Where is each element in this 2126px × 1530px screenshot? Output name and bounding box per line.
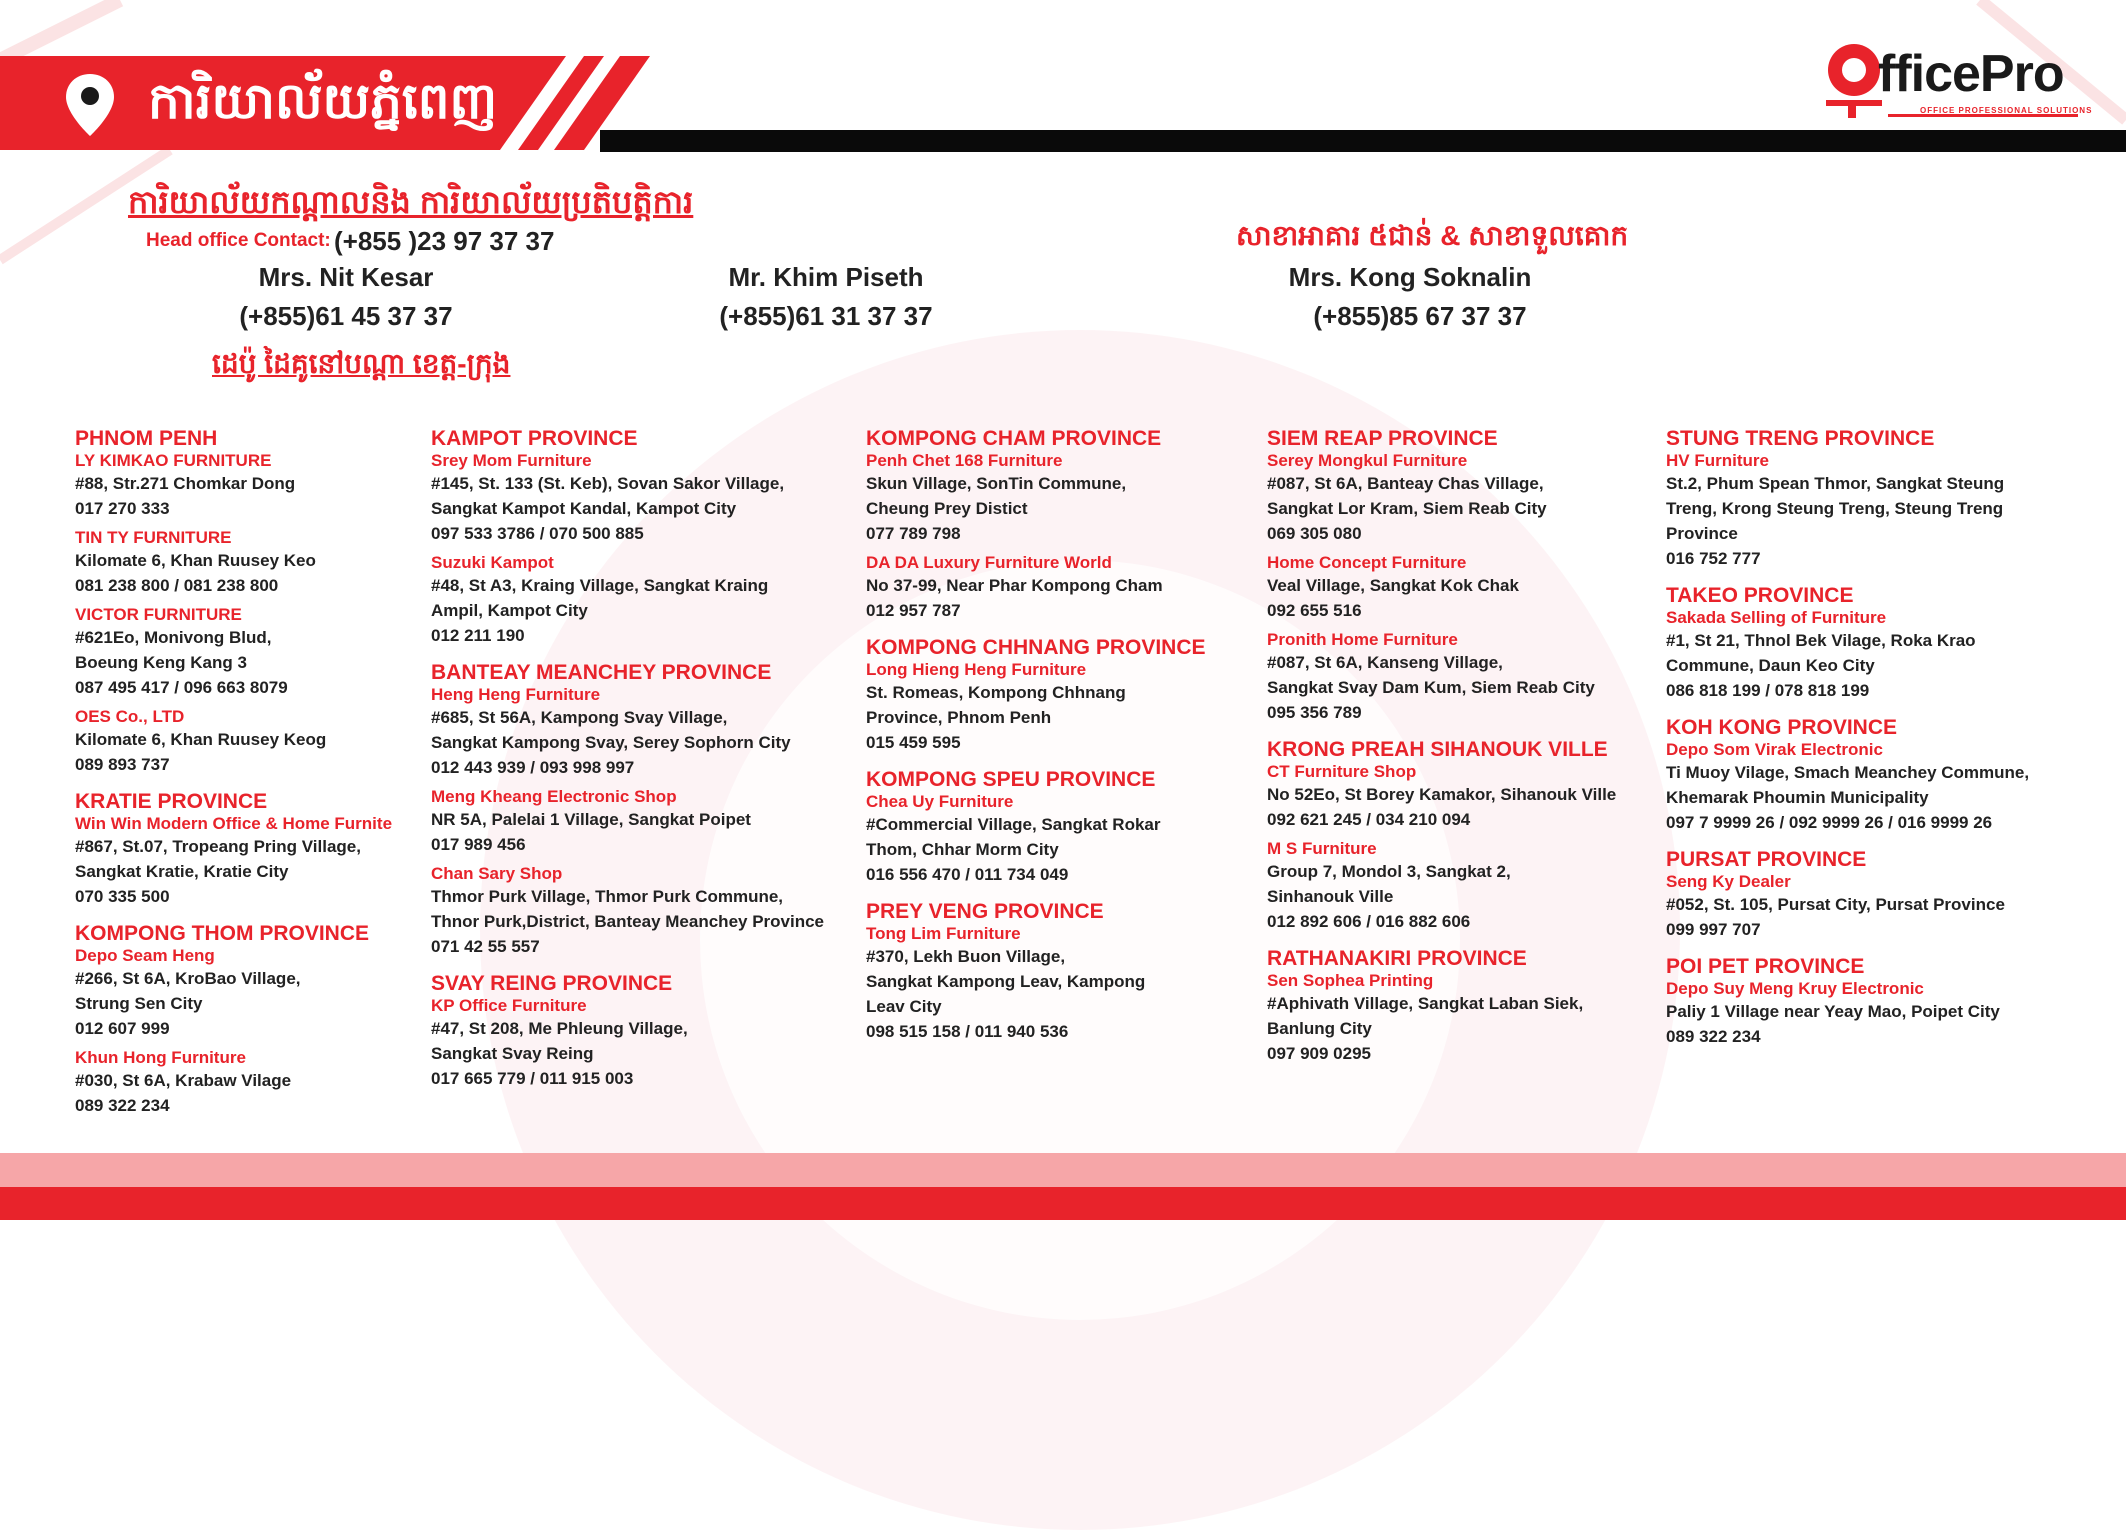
shop-name: Seng Ky Dealer xyxy=(1666,872,1791,891)
shop-detail-line: 081 238 800 / 081 238 800 xyxy=(75,576,279,595)
shop-name: Sakada Selling of Furniture xyxy=(1666,608,1887,627)
shop-name: DA DA Luxury Furniture World xyxy=(866,553,1112,572)
contact-name: Mr. Khim Piseth xyxy=(728,262,924,292)
footer-stripe-light xyxy=(0,1153,2126,1187)
shop-detail-line: St. Romeas, Kompong Chhnang xyxy=(866,683,1126,702)
shop-detail-line: 016 556 470 / 011 734 049 xyxy=(866,865,1069,884)
shop-detail-line: 097 533 3786 / 070 500 885 xyxy=(431,524,644,543)
dealer-column-1 xyxy=(75,428,392,1118)
shop-name: Heng Heng Furniture xyxy=(431,685,601,704)
province-name: KOMPONG CHHNANG PROVINCE xyxy=(866,636,1206,659)
shop-detail-line: 016 752 777 xyxy=(1666,549,1761,568)
shop-detail-line: 017 270 333 xyxy=(75,499,170,518)
province-block xyxy=(431,428,824,648)
shop-detail-line: 070 335 500 xyxy=(75,887,170,906)
shop-detail-line: #48, St A3, Kraing Village, Sangkat Kraing xyxy=(431,576,769,595)
shop-name: Penh Chet 168 Furniture xyxy=(866,451,1063,470)
province-block xyxy=(866,755,1206,887)
shop-detail-line: #370, Lekh Buon Village, xyxy=(866,947,1066,966)
shop-detail-line: 097 909 0295 xyxy=(1267,1044,1371,1063)
province-name: KOMPONG CHAM PROVINCE xyxy=(866,427,1162,450)
province-block xyxy=(1267,725,1616,934)
shop-name: Meng Kheang Electronic Shop xyxy=(431,787,677,806)
shop-detail-line: 092 655 516 xyxy=(1267,601,1362,620)
shop-name: Depo Seam Heng xyxy=(75,946,215,965)
shop-detail-line: Kilomate 6, Khan Ruusey Keog xyxy=(75,730,327,749)
shop-name: Home Concept Furniture xyxy=(1267,553,1467,572)
province-name: KRATIE PROVINCE xyxy=(75,790,268,813)
province-block xyxy=(866,428,1206,623)
shop-name: CT Furniture Shop xyxy=(1267,762,1417,781)
shop-name: TIN TY FURNITURE xyxy=(75,528,232,547)
province-name: POI PET PROVINCE xyxy=(1666,955,1865,978)
shop-detail-line: St.2, Phum Spean Thmor, Sangkat Steung xyxy=(1666,474,2005,493)
shop-name: HV Furniture xyxy=(1666,451,1769,470)
province-name: KOMPONG THOM PROVINCE xyxy=(75,922,370,945)
shop-detail-line: Thom, Chhar Morm City xyxy=(866,840,1059,859)
shop-detail-line: 098 515 158 / 011 940 536 xyxy=(866,1022,1069,1041)
shop-detail-line: #47, St 208, Me Phleung Village, xyxy=(431,1019,688,1038)
contact-phone: (+855)61 45 37 37 xyxy=(239,301,453,331)
shop-detail-line: #1, St 21, Thnol Bek Vilage, Roka Krao xyxy=(1666,631,1976,650)
head-office-contact-label: Head office Contact: xyxy=(146,230,331,251)
contact-person-1 xyxy=(196,262,496,332)
shop-detail-line: Sangkat Svay Reing xyxy=(431,1044,594,1063)
branch-title: សាខាអាគារ ៥ជាន់ & សាខាទួលគោក xyxy=(1236,220,1629,251)
province-block xyxy=(1666,942,2029,1049)
shop-detail-line: 089 322 234 xyxy=(75,1096,170,1115)
province-block xyxy=(431,648,824,959)
shop-detail-line: 099 997 707 xyxy=(1666,920,1761,939)
shop-name: OES Co., LTD xyxy=(75,707,185,726)
shop-detail-line: #867, St.07, Tropeang Pring Village, xyxy=(75,837,361,856)
province-block xyxy=(75,777,392,909)
province-name: STUNG TRENG PROVINCE xyxy=(1666,427,1935,450)
shop-detail-line: Sangkat Svay Dam Kum, Siem Reab City xyxy=(1267,678,1595,697)
shop-name: Sen Sophea Printing xyxy=(1267,971,1434,990)
province-block xyxy=(1267,934,1616,1066)
shop-detail-line: Province xyxy=(1666,524,1738,543)
province-name: SVAY REING PROVINCE xyxy=(431,972,673,995)
shop-name: Suzuki Kampot xyxy=(431,553,554,572)
shop-detail-line: No 37-99, Near Phar Kompong Cham xyxy=(866,576,1163,595)
head-office-contact-phone: (+855 )23 97 37 37 xyxy=(334,226,555,256)
shop-detail-line: 071 42 55 557 xyxy=(431,937,540,956)
shop-detail-line: 086 818 199 / 078 818 199 xyxy=(1666,681,1870,700)
shop-detail-line: Group 7, Mondol 3, Sangkat 2, xyxy=(1267,862,1511,881)
shop-detail-line: 092 621 245 / 034 210 094 xyxy=(1267,810,1471,829)
shop-detail-line: 097 7 9999 26 / 092 9999 26 / 016 9999 26 xyxy=(1666,813,1993,832)
province-name: TAKEO PROVINCE xyxy=(1666,584,1854,607)
shop-detail-line: #145, St. 133 (St. Keb), Sovan Sakor Village, xyxy=(431,474,785,493)
shop-detail-line: Cheung Prey Distict xyxy=(866,499,1028,518)
dealers-title: ដេប៉ូ ដៃគូនៅបណ្ដា ខេត្ត-ក្រុង xyxy=(212,348,511,379)
contact-phone: (+855)61 31 37 37 xyxy=(719,301,933,331)
shop-name: Srey Mom Furniture xyxy=(431,451,592,470)
shop-detail-line: Sangkat Kampong Leav, Kampong xyxy=(866,972,1146,991)
province-block xyxy=(866,623,1206,755)
dealer-column-4 xyxy=(1267,428,1616,1066)
shop-detail-line: Sangkat Lor Kram, Siem Reab City xyxy=(1267,499,1547,518)
shop-detail-line: #Commercial Village, Sangkat Rokar xyxy=(866,815,1161,834)
province-block xyxy=(431,959,824,1091)
province-name: SIEM REAP PROVINCE xyxy=(1267,427,1498,450)
contact-name: Mrs. Nit Kesar xyxy=(258,262,434,292)
shop-detail-line: Banlung City xyxy=(1267,1019,1372,1038)
province-block xyxy=(1666,571,2029,703)
province-name: BANTEAY MEANCHEY PROVINCE xyxy=(431,661,772,684)
header-divider-bar xyxy=(600,130,2126,152)
shop-name: Long Hieng Heng Furniture xyxy=(866,660,1087,679)
shop-detail-line: NR 5A, Palelai 1 Village, Sangkat Poipet xyxy=(431,810,751,829)
shop-detail-line: 012 443 939 / 093 998 997 xyxy=(431,758,635,777)
shop-detail-line: Kilomate 6, Khan Ruusey Keo xyxy=(75,551,316,570)
shop-detail-line: Thnor Purk,District, Banteay Meanchey Province xyxy=(431,912,825,931)
shop-name: Tong Lim Furniture xyxy=(866,924,1021,943)
shop-name: LY KIMKAO FURNITURE xyxy=(75,451,272,470)
province-block xyxy=(75,428,392,777)
shop-name: Chan Sary Shop xyxy=(431,864,563,883)
head-office-title: ការិយាល័យកណ្ដាលនិង ការិយាល័យប្រតិបត្តិការ xyxy=(128,184,694,220)
branch-contact xyxy=(1260,262,1560,332)
shop-name: Depo Som Virak Electronic xyxy=(1666,740,1883,759)
shop-detail-line: Thmor Purk Village, Thmor Purk Commune, xyxy=(431,887,784,906)
contact-name: Mrs. Kong Soknalin xyxy=(1288,262,1532,292)
contact-person-2 xyxy=(676,262,976,332)
shop-detail-line: #685, St 56A, Kampong Svay Village, xyxy=(431,708,728,727)
shop-detail-line: 017 665 779 / 011 915 003 xyxy=(431,1069,634,1088)
shop-detail-line: Sangkat Kampot Kandal, Kampot City xyxy=(431,499,737,518)
brand-tagline: OFFICE PROFESSIONAL SOLUTIONS xyxy=(1920,106,2093,115)
shop-detail-line: #88, Str.271 Chomkar Dong xyxy=(75,474,296,493)
shop-detail-line: #030, St 6A, Krabaw Vilage xyxy=(75,1071,292,1090)
province-block xyxy=(866,887,1206,1044)
shop-detail-line: Paliy 1 Village near Yeay Mao, Poipet City xyxy=(1666,1002,2000,1021)
province-name: RATHANAKIRI PROVINCE xyxy=(1267,947,1527,970)
shop-detail-line: #Aphivath Village, Sangkat Laban Siek, xyxy=(1267,994,1584,1013)
province-block xyxy=(1666,835,2029,942)
shop-detail-line: 015 459 595 xyxy=(866,733,961,752)
shop-detail-line: No 52Eo, St Borey Kamakor, Sihanouk Ville xyxy=(1267,785,1617,804)
shop-detail-line: 087 495 417 / 096 663 8079 xyxy=(75,678,288,697)
shop-detail-line: 089 322 234 xyxy=(1666,1027,1761,1046)
province-block xyxy=(1666,703,2029,835)
shop-detail-line: Veal Village, Sangkat Kok Chak xyxy=(1267,576,1519,595)
shop-detail-line: Khemarak Phoumin Municipality xyxy=(1666,788,1929,807)
shop-detail-line: 095 356 789 xyxy=(1267,703,1362,722)
page-title: ការិយាល័យភ្នំពេញ xyxy=(148,73,498,129)
shop-name: Win Win Modern Office & Home Furnite xyxy=(75,814,393,833)
shop-name: Serey Mongkul Furniture xyxy=(1267,451,1468,470)
shop-detail-line: Treng, Krong Steung Treng, Steung Treng xyxy=(1666,499,2004,518)
brand-name: fficePro xyxy=(1878,45,2064,103)
shop-detail-line: Boeung Keng Kang 3 xyxy=(75,653,247,672)
shop-name: Pronith Home Furniture xyxy=(1267,630,1458,649)
shop-detail-line: #052, St. 105, Pursat City, Pursat Province xyxy=(1666,895,2005,914)
shop-detail-line: 012 607 999 xyxy=(75,1019,170,1038)
shop-detail-line: #087, St 6A, Banteay Chas Village, xyxy=(1267,474,1544,493)
province-name: KRONG PREAH SIHANOUK VILLE xyxy=(1267,738,1608,761)
shop-detail-line: 012 211 190 xyxy=(431,626,525,645)
province-block xyxy=(1267,428,1616,725)
province-name: PREY VENG PROVINCE xyxy=(866,900,1104,923)
contact-phone: (+855)85 67 37 37 xyxy=(1313,301,1527,331)
province-block xyxy=(75,909,392,1118)
dealer-column-5 xyxy=(1666,428,2029,1049)
shop-name: VICTOR FURNITURE xyxy=(75,605,242,624)
shop-detail-line: Sangkat Kratie, Kratie City xyxy=(75,862,289,881)
shop-detail-line: 089 893 737 xyxy=(75,755,170,774)
province-name: KOH KONG PROVINCE xyxy=(1666,716,1898,739)
shop-detail-line: Commune, Daun Keo City xyxy=(1666,656,1875,675)
shop-name: M S Furniture xyxy=(1267,839,1377,858)
shop-detail-line: 012 892 606 / 016 882 606 xyxy=(1267,912,1471,931)
shop-detail-line: Province, Phnom Penh xyxy=(866,708,1052,727)
shop-name: Khun Hong Furniture xyxy=(75,1048,246,1067)
shop-detail-line: #621Eo, Monivong Blud, xyxy=(75,628,272,647)
shop-detail-line: #266, St 6A, KroBao Village, xyxy=(75,969,301,988)
shop-detail-line: Ti Muoy Vilage, Smach Meanchey Commune, xyxy=(1666,763,2030,782)
shop-name: Depo Suy Meng Kruy Electronic xyxy=(1666,979,1924,998)
shop-detail-line: #087, St 6A, Kanseng Village, xyxy=(1267,653,1503,672)
shop-detail-line: 012 957 787 xyxy=(866,601,961,620)
shop-detail-line: Sangkat Kampong Svay, Serey Sophorn City xyxy=(431,733,791,752)
province-name: KOMPONG SPEU PROVINCE xyxy=(866,768,1156,791)
province-name: PURSAT PROVINCE xyxy=(1666,848,1867,871)
province-block xyxy=(1666,428,2029,571)
shop-detail-line: 069 305 080 xyxy=(1267,524,1362,543)
dealer-column-3 xyxy=(866,428,1206,1044)
province-name: KAMPOT PROVINCE xyxy=(431,427,638,450)
shop-detail-line: Leav City xyxy=(866,997,942,1016)
dealer-column-2 xyxy=(431,428,824,1091)
shop-detail-line: Sinhanouk Ville xyxy=(1267,887,1394,906)
shop-detail-line: Strung Sen City xyxy=(75,994,203,1013)
shop-detail-line: 017 989 456 xyxy=(431,835,526,854)
footer-stripe-red xyxy=(0,1187,2126,1220)
shop-name: Chea Uy Furniture xyxy=(866,792,1014,811)
province-name: PHNOM PENH xyxy=(75,427,218,450)
shop-detail-line: Skun Village, SonTin Commune, xyxy=(866,474,1127,493)
shop-name: KP Office Furniture xyxy=(431,996,587,1015)
location-pin-icon xyxy=(66,74,114,136)
shop-detail-line: Ampil, Kampot City xyxy=(431,601,588,620)
shop-detail-line: 077 789 798 xyxy=(866,524,961,543)
